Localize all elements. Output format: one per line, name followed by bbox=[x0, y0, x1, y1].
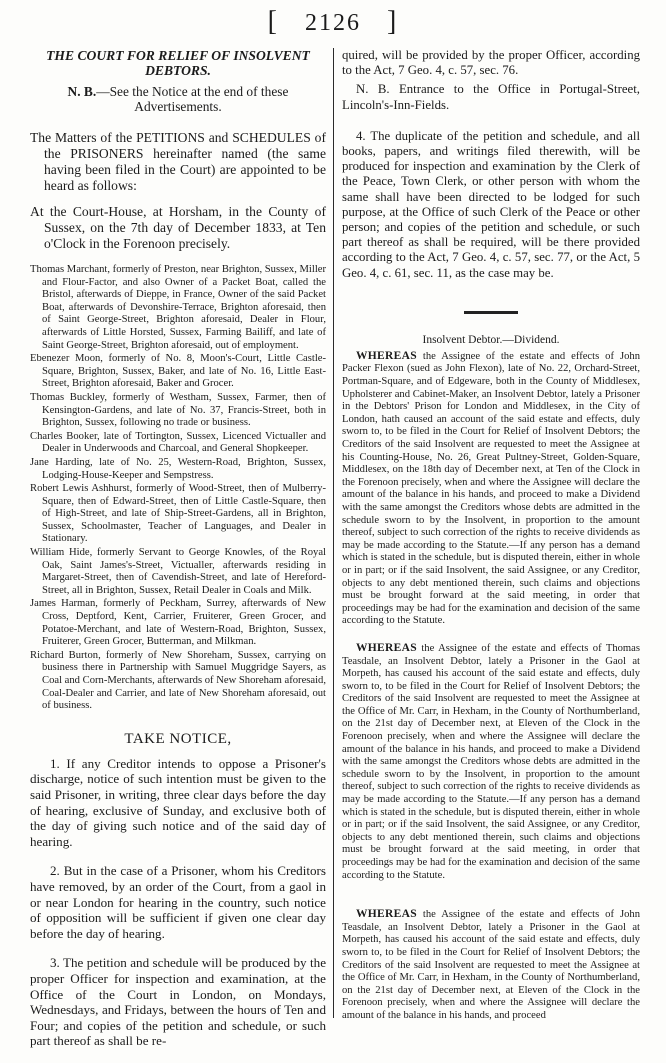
nb-label: N. B. bbox=[67, 84, 97, 99]
notice-clause-3: 3. The petition and schedule will be produced by the proper Officer for inspection and examination, at the Office of the Court in London, on Mondays, Wednesdays, and Fridays, between the hours of Ten and Four; and copies of the petition and schedule, or such part thereof as shall be re- bbox=[30, 955, 326, 1049]
court-title-line1: THE COURT FOR RELIEF OF INSOLVENT bbox=[46, 48, 310, 63]
court-title bbox=[30, 48, 326, 78]
left-column bbox=[30, 48, 326, 1063]
dividend-notice-flexon bbox=[342, 350, 640, 628]
page-number-value: 2126 bbox=[305, 10, 361, 36]
right-column bbox=[342, 48, 640, 1023]
nb-text: —See the Notice at the end of these Advertisements. bbox=[96, 84, 289, 114]
bracket-left: [ bbox=[267, 6, 279, 37]
hearing-details: At the Court-House, at Horsham, in the County of Sussex, on the 7th day of December 1833, at Ten o'Clock in the Forenoon precisely. bbox=[30, 204, 326, 251]
notice-clause-1: 1. If any Creditor intends to oppose a Prisoner's discharge, notice of such intention must be given to the said Prisoner, in writing, three clear days before the day of hearing, exclusive of Sunday, and exclusive both of the day of giving such notice and of the said day of hearing. bbox=[30, 755, 326, 849]
nb-notice bbox=[30, 84, 326, 114]
prisoner-entry: Thomas Buckley, formerly of Westham, Sussex, Farmer, then of Kensington-Gardens, and late of No. 37, Francis-Street, both in Brighton, Sussex, following no trade or business. bbox=[30, 391, 326, 429]
prisoner-entry: Jane Harding, late of No. 25, Western-Road, Brighton, Sussex, Lodging-House-Keeper and Sempstress. bbox=[30, 456, 326, 481]
petitions-intro: The Matters of the PETITIONS and SCHEDULES of the PRISONERS hereinafter named (the same having been filed in the Court) are appointed to be heard as follows: bbox=[30, 130, 326, 193]
notice-lead: WHEREAS bbox=[356, 641, 417, 654]
prisoner-entry: Charles Booker, late of Tortington, Sussex, Licenced Victualler and Dealer in Underwoods and Charcoal, and General Shopkeeper. bbox=[30, 430, 326, 455]
notice-body: the Assignee of the estate and effects of Thomas Teasdale, an Insolvent Debtor, lately a Prisoner in the Gaol at Morpeth, has caused his account of the said estate and effects, duly sworn to, to be filed in the Court for Relief of Insolvent Debtors; the Creditors of the said Insolvent are requested to meet the Assignee at the Office of Mr. Carr, in Hexham, in the County of Northumberland, on the 21st day of December next, at Eleven of the Clock in the Forenoon precisely, when and where the Assignee will declare the amount of the balance in his hands, and proceed to make a Dividend with the same amongst the Creditors whose debts are admitted in the schedule sworn to by the Insolvent, in proportion to the amount thereof, subject to such correction of the rights to receive dividends as may be made according to the Statute.—If any person has a demand which is stated in the schedule, but is disputed therein, either in whole or in part; or if the said Insolvent, the said Assignee, or any Creditor, objects to any debt mentioned therein, such claims and objections must be brought forward at the said meeting, in order that proceedings may be had for the examination and decision of the same according to the Statute. bbox=[342, 642, 640, 881]
page-number bbox=[0, 6, 666, 38]
notice-lead: WHEREAS bbox=[356, 908, 417, 921]
notice-clause-2: 2. But in the case of a Prisoner, whom his Creditors have removed, by an order of the Court, from a gaol in or near London for hearing in the country, such notice of opposition will be sufficient if given one clear day before the day of hearing. bbox=[30, 863, 326, 941]
bracket-right: ] bbox=[387, 6, 399, 37]
prisoner-entry: Robert Lewis Ashhurst, formerly of Wood-Street, then of Mulberry-Square, then of Edward-Street, then of Little Castle-Square, then of High-Street, and late of Ship-Street-Gardens, all in Brighton, Sussex, Schoolmaster, Teacher of Languages, and Dealer in Stationary. bbox=[30, 483, 326, 545]
dividend-heading: Insolvent Debtor.—Dividend. bbox=[422, 333, 560, 346]
take-notice-heading: TAKE NOTICE, bbox=[124, 730, 232, 747]
court-title-line2: DEBTORS. bbox=[145, 63, 211, 78]
prisoner-entry: Ebenezer Moon, formerly of No. 8, Moon's-Court, Little Castle-Square, Brighton, Sussex, Baker, and late of No. 16, Little East-Street, Brighton aforesaid, Baker and Grocer. bbox=[30, 353, 326, 390]
dividend-notice-john-teasdale bbox=[342, 908, 640, 1022]
prisoner-list bbox=[30, 264, 326, 713]
notice-body: the Assignee of the estate and effects of John Packer Flexon (sued as John Flexon), late of No. 22, Orchard-Street, Portman-Square, and of Edgeware, both in the County of Middlesex, Upholsterer and Cabinet-Maker, an Insolvent Debtor, lately a Prisoner in the Debtors' Prison for London and Middlesex, in the City of London, hath caused an account of the said estate and effects, duly sworn to, to be filed in the Court for Relief of Insolvent Debtors; the Creditors of the said Insolvent are requested to meet the Assignee at his Counting-House, No. 26, Great Pultney-Street, Golden-Square, Middlesex, on the 18th day of December next, at Ten of the Clock in the Forenoon precisely, when and where the Assignee will declare the amount of the balance in his hands, and proceed to make a Dividend with the same amongst the Creditors whose debts are admitted in the schedule sworn to by the Insolvent, in proportion to the amount thereof, subject to such correction of the rights to receive dividends as may be made according to the Statute.—If any person has a demand which is stated in the schedule, but is disputed therein, either in whole or in part; or if the said Insolvent, the said Assignee, or any Creditor, objects to any debt mentioned therein, such claims and objections must be brought forward at the said meeting, in order that proceedings may be had for the examination and decision of the same according to the Statute. bbox=[342, 350, 640, 627]
notice-body: the Assignee of the estate and effects of John Teasdale, an Insolvent Debtor, lately a Prisoner in the Gaol at Morpeth, has caused his account of the said estate and effects, duly sworn to, to be filed in the Court for Relief of Insolvent Debtors; the Creditors of the said Insolvent are requested to meet the Assignee at the Office of Mr. Carr, in Hexham, in the County of Northumberland, on the 21st day of December next, at Eleven of the Clock in the Forenoon precisely, when and where the Assignee will declare the amount of the balance in his hands, and proceed bbox=[342, 909, 640, 1021]
prisoner-entry: William Hide, formerly Servant to George Knowles, of the Royal Oak, Saint James's-Street, Victualler, afterwards residing in Margaret-Street, then of Cavendish-Street, and late of Hereford-Street, all in Brighton, Sussex, Retail Dealer in Coals and Milk. bbox=[30, 547, 326, 596]
notice-lead: WHEREAS bbox=[356, 349, 417, 362]
notice-clause-4: 4. The duplicate of the petition and schedule, and all books, papers, and writings filed therewith, will be produced for inspection and examination by the Clerk of the Peace, Town Clerk, or other person with whom the same shall have been directed to be lodged for such purpose, at the Office of such Clerk of the Peace or other person; and copies of the petition and schedule, or such part thereof as shall be required, will be there provided according to the Act, 7 Geo. 4, c. 57, sec. 77, or the Act, 5 Geo. 4, c. 61, sec. 11, as the case may be. bbox=[342, 128, 640, 280]
column-divider bbox=[333, 48, 334, 1018]
prisoner-entry: Thomas Marchant, formerly of Preston, near Brighton, Sussex, Miller and Flour-Factor, and also Owner of a Packet Boat, called the Bristol, afterwards of Dieppe, in France, Owner of the said Packet Boat, afterwards of Devonshire-Terrace, Brighton aforesaid, then of Saint George-Street, Brighton aforesaid, Dealer in Flour, afterwards of Little Horsted, Sussex, Farming Bailiff, and late of Saint George-Street, Brighton aforesaid, out of employment. bbox=[30, 264, 326, 351]
dividend-notice-thomas-teasdale bbox=[342, 642, 640, 882]
section-divider bbox=[464, 311, 518, 314]
entrance-note: N. B. Entrance to the Office in Portugal-Street, Lincoln's-Inn-Fields. bbox=[342, 82, 640, 112]
prisoner-entry: Richard Burton, formerly of New Shoreham, Sussex, carrying on business there in Partnership with Samuel Muggridge Sayers, as Coal and Corn-Merchants, afterwards of New Shoreham aforesaid, Coal-Dealer and Carrier, and late of New Shoreham aforesaid, out of business. bbox=[30, 649, 326, 712]
clause-3-continuation: quired, will be provided by the proper Officer, according to the Act, 7 Geo. 4, c. 57, sec. 76. bbox=[342, 48, 640, 78]
prisoner-entry: James Harman, formerly of Peckham, Surrey, afterwards of New Cross, Deptford, Kent, Carrier, Fruiterer, Green Grocer, and Potatoe-Merchant, and late of Western-Road, Brighton, Sussex, Fruiterer, Green Grocer, Butterman, and Milkman. bbox=[30, 598, 326, 648]
